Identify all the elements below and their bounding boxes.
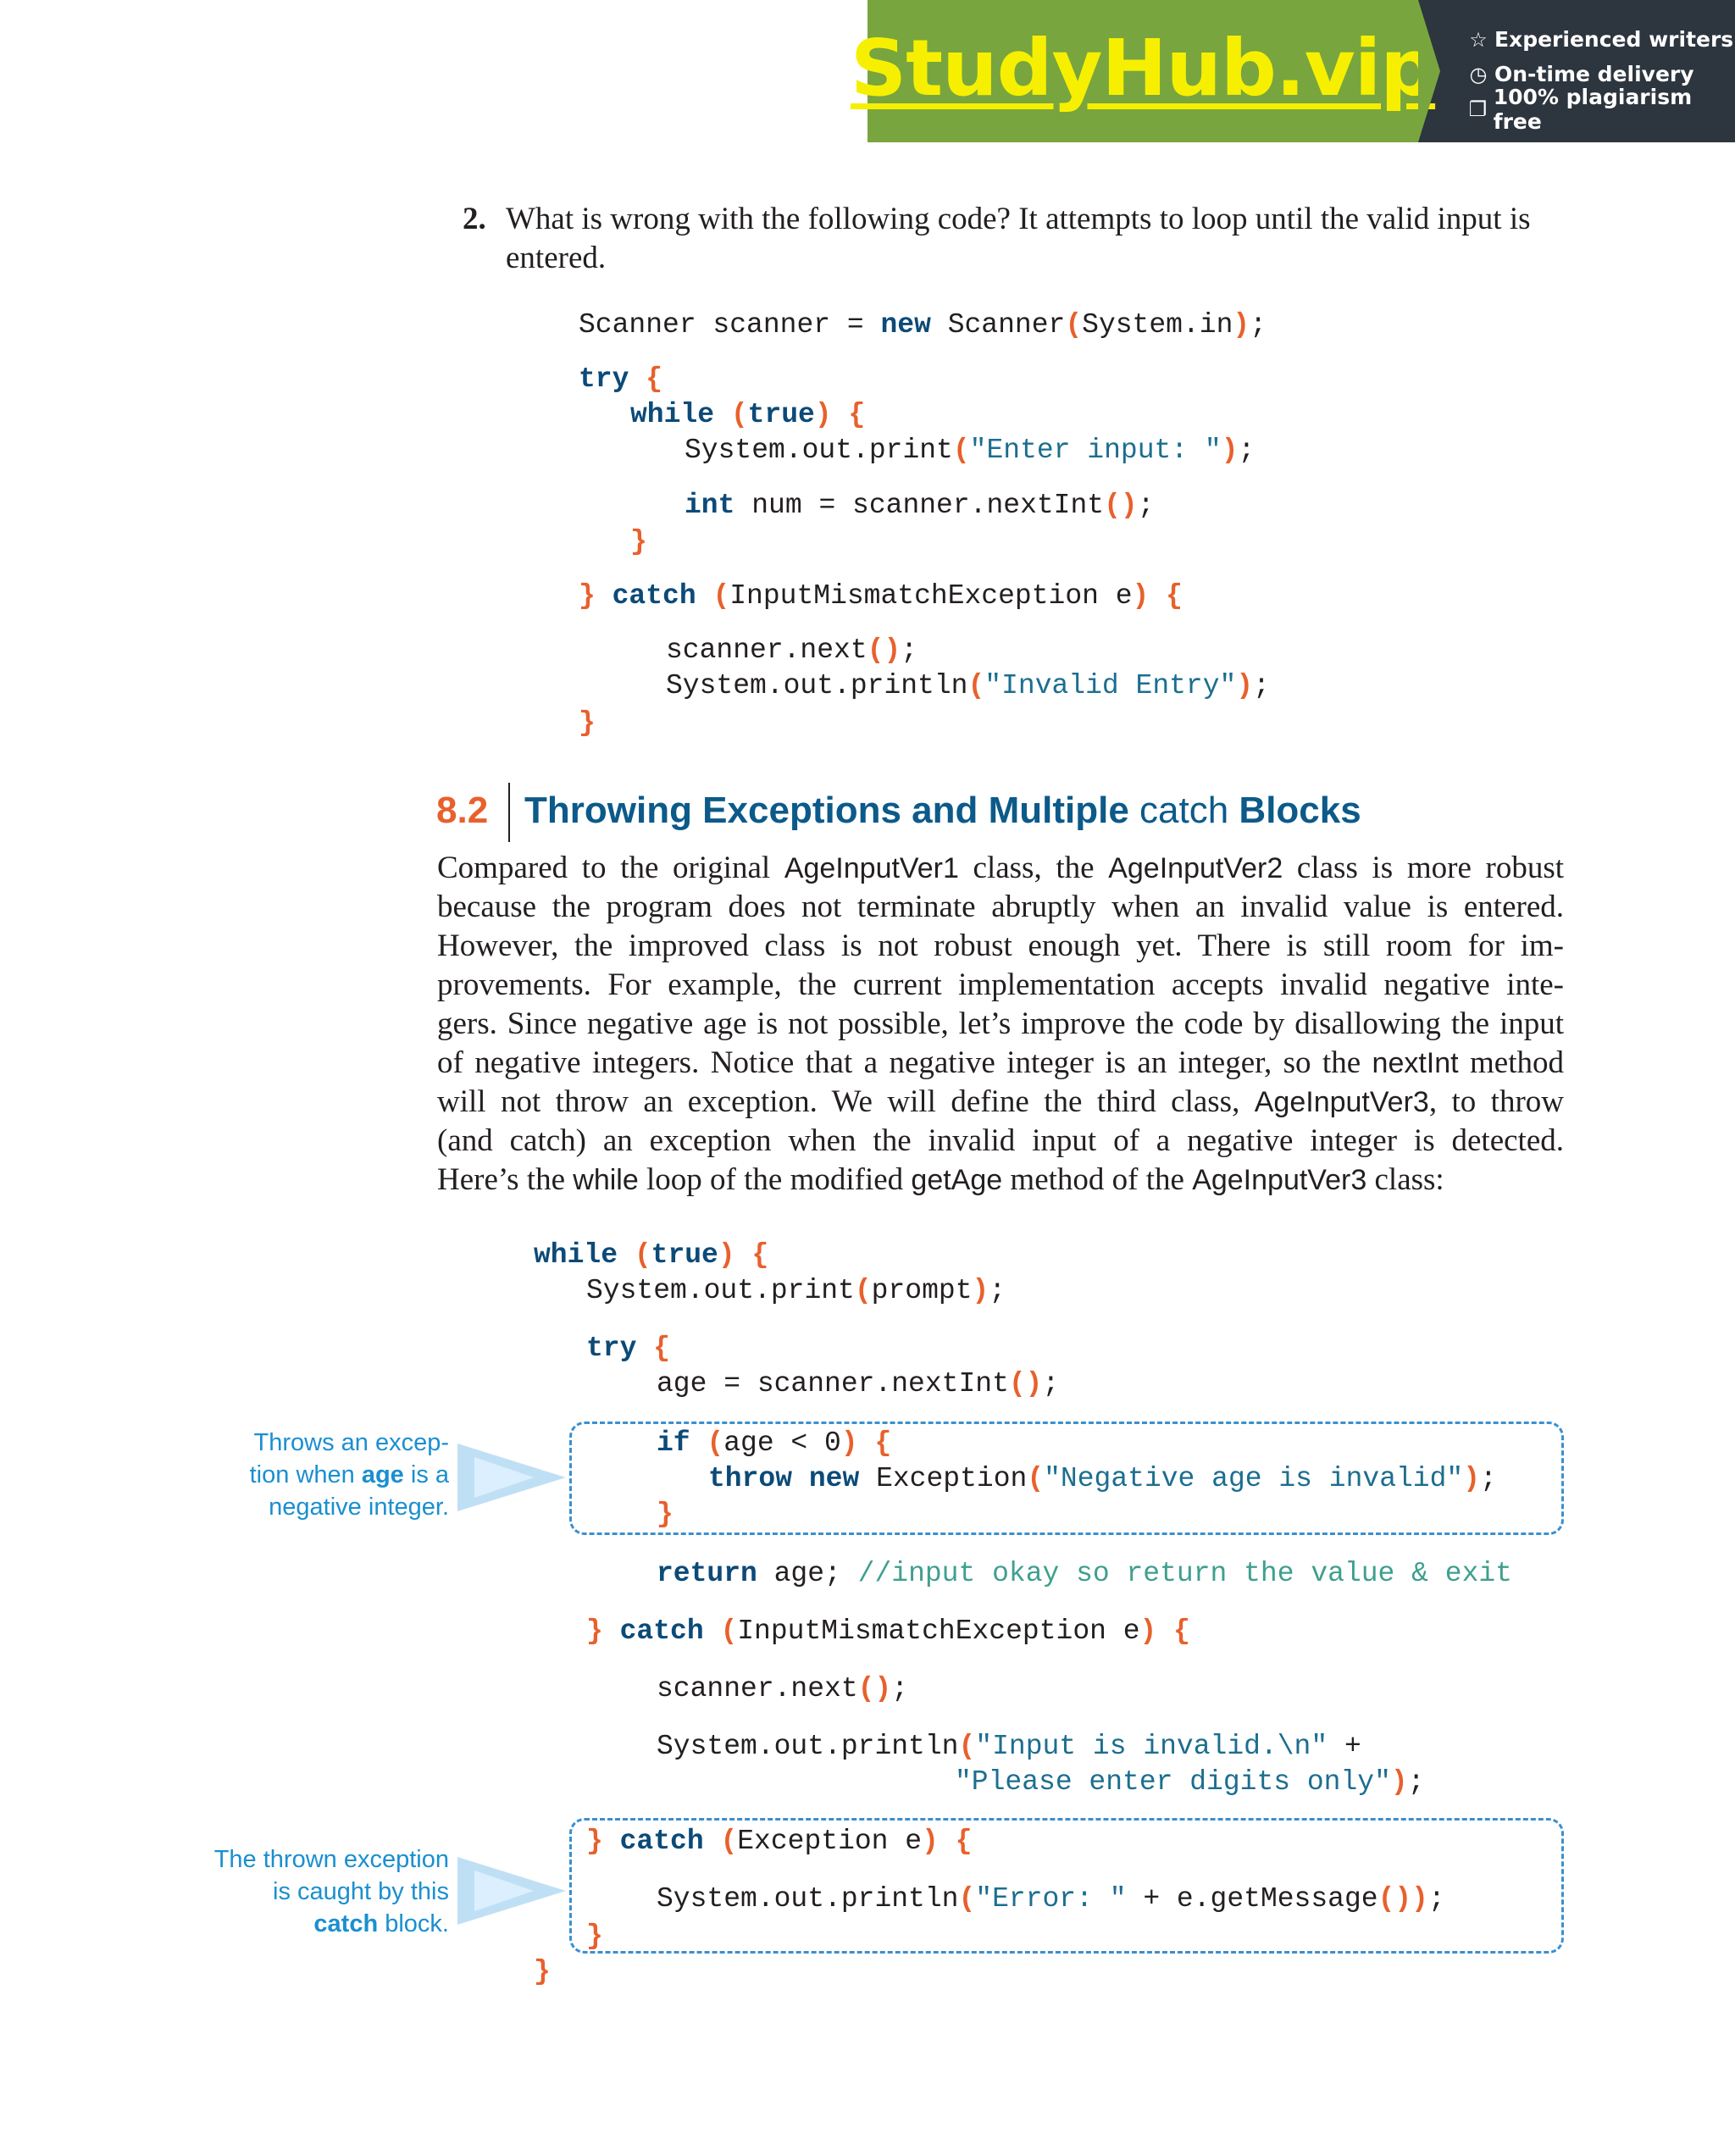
paragraph-line: gers. Since negative age is not possible, let’s improve the code by disallowing the input (437, 1006, 1564, 1041)
code-line: System.out.println("Input is invalid.\n" + (657, 1731, 1361, 1762)
catch-pointer-highlight (474, 1871, 534, 1911)
code-line: age = scanner.nextInt(); (657, 1368, 1060, 1399)
paragraph-line: (and catch) an exception when the invalid input of a negative integer is detected. (437, 1123, 1564, 1158)
code-line: } (657, 1499, 673, 1530)
code-line: throw new Exception("Negative age is invalid"); (708, 1463, 1497, 1494)
code-line: scanner.next(); (657, 1673, 909, 1704)
feature-experienced-writers (1467, 22, 1735, 57)
throw-annotation: Throws an excep- tion when age is a negative integer. (249, 1429, 449, 1521)
code-line: } (586, 1920, 603, 1952)
code-line: return age; //input okay so return the value & exit (657, 1558, 1512, 1589)
code-line: System.out.print(prompt); (586, 1275, 1006, 1306)
code-line: Scanner scanner = new Scanner(System.in); (579, 309, 1267, 341)
star-icon: ☆ (1469, 27, 1488, 52)
code-line: int num = scanner.nextInt(); (685, 490, 1155, 521)
feature-plagiarism-free (1467, 84, 1735, 134)
paragraph-line: Here’s the while loop of the modified getAge method of the AgeInputVer3 class: (437, 1162, 1444, 1197)
code-line: while (true) { (630, 399, 866, 430)
ad-banner[interactable] (850, 0, 1735, 142)
question-number: 2. (463, 202, 486, 236)
banner-features (1418, 0, 1735, 142)
section-number: 8.2 (436, 790, 489, 831)
feature-label: Experienced writers (1494, 27, 1734, 52)
feature-label: On-time delivery (1494, 62, 1694, 86)
catch-annotation: The thrown exception is caught by this catch block. (213, 1846, 449, 1937)
studyhub-logo[interactable] (850, 0, 1436, 142)
code-line: } catch (InputMismatchException e) { (586, 1616, 1190, 1647)
body-paragraph (437, 849, 1564, 1200)
code-line: scanner.next(); (666, 635, 918, 666)
code-line: "Please enter digits only"); (955, 1766, 1425, 1798)
code-line: System.out.println("Invalid Entry"); (666, 670, 1270, 701)
paragraph-line: because the program does not terminate abruptly when an invalid value is entered. (437, 890, 1564, 924)
code-line: try { (586, 1333, 671, 1364)
code-line: System.out.print("Enter input: "); (685, 435, 1256, 466)
code-line: } catch (InputMismatchException e) { (579, 580, 1183, 612)
section-divider (508, 783, 510, 842)
logo-text: StudyHub.vip (850, 22, 1436, 114)
paragraph-line: provements. For example, the current implementation accepts invalid negative inte- (437, 967, 1564, 1002)
code-line: } (579, 707, 596, 739)
copy-icon: ❐ (1468, 97, 1488, 121)
code-line: } catch (Exception e) { (586, 1826, 973, 1857)
clock-icon: ◷ (1469, 62, 1488, 86)
paragraph-line: of negative integers. Notice that a negative integer is an integer, so the nextInt method (437, 1045, 1564, 1080)
code-line: try { (579, 363, 663, 395)
paragraph-line: will not throw an exception. We will define the third class, AgeInputVer3, to throw (437, 1084, 1565, 1119)
code-line: while (true) { (534, 1239, 769, 1271)
banner-arrow-shape (1418, 0, 1440, 142)
code-line: } (630, 526, 647, 557)
code-line: System.out.println("Error: " + e.getMessage()); (657, 1883, 1445, 1915)
code-line: } (534, 1956, 551, 1987)
feature-label: 100% plagiarism free (1493, 84, 1693, 134)
paragraph-line: However, the improved class is not robust enough yet. There is still room for im- (437, 928, 1564, 963)
code-line: if (age < 0) { (657, 1427, 892, 1459)
paragraph-line: Compared to the original AgeInputVer1 class, the AgeInputVer2 class is more robust (437, 851, 1565, 885)
section-title: Throwing Exceptions and Multiple catch Blocks (524, 790, 1361, 831)
throw-pointer-highlight (474, 1457, 534, 1498)
question-text: What is wrong with the following code? It attempts to loop until the valid input is entered. (506, 202, 1531, 275)
